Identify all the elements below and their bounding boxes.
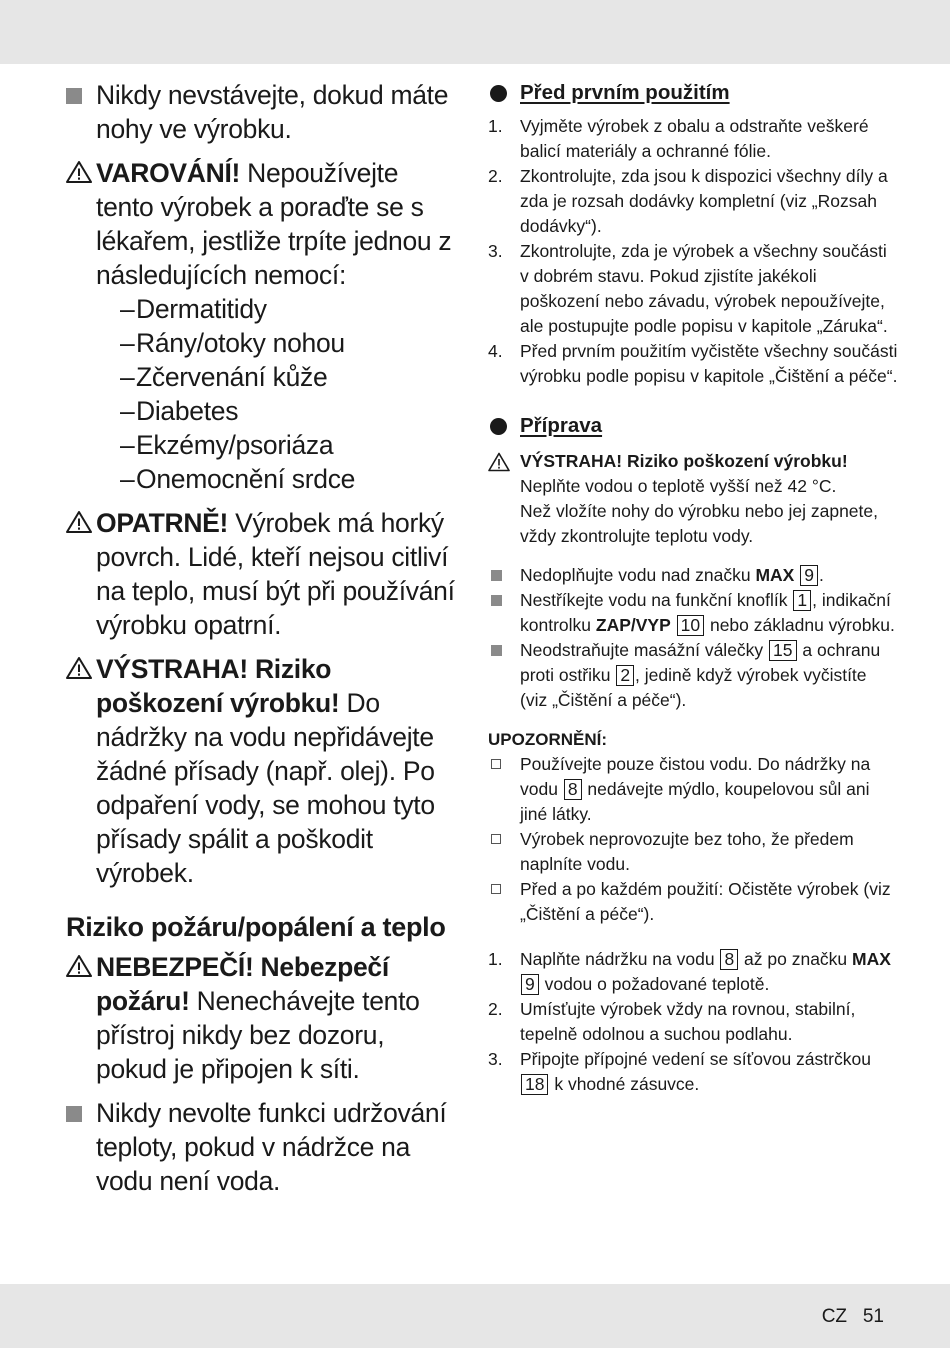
warning-line: Neplňte vodou o teplotě vyšší než 42 °C.	[520, 476, 837, 496]
step-number: 1.	[488, 949, 503, 969]
heading-text: Před prvním použitím	[520, 81, 730, 104]
square-bullet-icon	[491, 645, 502, 656]
bullet-text: Nikdy nevolte funkci udržování teploty, pokud v nádržce na vodu není voda.	[96, 1098, 447, 1196]
bullet-list	[488, 563, 898, 713]
step-number: 3.	[488, 241, 503, 261]
note-list	[488, 752, 898, 927]
list-item	[488, 997, 898, 1047]
ref-number: 18	[521, 1074, 548, 1095]
step-number: 2.	[488, 999, 503, 1019]
caution-label: OPATRNĚ!	[96, 508, 229, 538]
bullet-item	[66, 78, 460, 146]
ref-number: 2	[616, 665, 634, 686]
text: Neodstraňujte masážní válečky	[520, 640, 769, 660]
step-text: Vyjměte výrobek z obalu a odstraňte veškeré balicí materiály a ochranné fólie.	[520, 116, 869, 161]
checkbox-bullet-icon	[491, 834, 501, 844]
warning-label: VAROVÁNÍ!	[96, 158, 241, 188]
text: Před a po každém použití: Očistěte výrobek (viz „Čištění a péče“).	[520, 879, 891, 924]
warning-triangle-icon	[66, 950, 92, 986]
text: a ochranu proti ostřiku	[520, 640, 881, 685]
step-text: Zkontrolujte, zda je výrobek a všechny součásti v dobrém stavu. Pokud zjistíte jakékoli poškození nebo závadu, výrobek nepoužívejte, ale postupujte podle popisu v kapitole „Záruka“.	[520, 241, 888, 336]
caution-text: Výrobek má horký povrch. Lidé, kteří nejsou citliví na teplo, musí být při používání výrobku opatrní.	[96, 508, 455, 640]
ref-number: 15	[769, 640, 796, 661]
danger-text: Nenechávejte tento přístroj nikdy bez dozoru, pokud je připojen k síti.	[96, 986, 420, 1084]
top-band	[0, 0, 950, 64]
text: Připojte přípojné vedení se síťovou zástrčkou	[520, 1049, 871, 1069]
warning-block	[66, 156, 460, 496]
square-bullet-icon	[66, 1096, 82, 1130]
list-item	[488, 752, 898, 827]
note-heading: UPOZORNĚNÍ:	[488, 730, 607, 749]
warning-label: VÝSTRAHA! Riziko poškození výrobku!	[520, 451, 848, 471]
step-text: Před prvním použitím vyčistěte všechny součásti výrobku podle popisu v kapitole „Čištění a péče“.	[520, 341, 898, 386]
list-item	[488, 114, 898, 164]
disease-list	[96, 292, 460, 496]
bullet-item	[66, 1096, 460, 1198]
warning-line: Než vložíte nohy do výrobku nebo jej zapnete, vždy zkontrolujte teplotu vody.	[520, 501, 878, 546]
square-bullet-icon	[491, 595, 502, 606]
checkbox-bullet-icon	[491, 759, 501, 769]
ref-number: 9	[521, 974, 539, 995]
max-label: MAX	[852, 949, 891, 969]
damage-warning	[488, 449, 898, 549]
list-item	[488, 588, 898, 638]
left-column	[66, 78, 460, 1198]
caution-block	[66, 506, 460, 642]
text: .	[818, 565, 824, 585]
warning-text: Nepoužívejte tento výrobek a poraďte se s lékařem, jestliže trpíte jednou z následujících nemocí:	[96, 158, 452, 290]
bullet-dot-icon	[490, 85, 507, 102]
text: Umísťujte výrobek vždy na rovnou, stabilní, tepelně odolnou a suchou podlahu.	[520, 999, 856, 1044]
damage-warning-text: Do nádržky na vodu nepřidávejte žádné přísady (např. olej). Po odpaření vody, se mohou tyto přísady spálit a poškodit výrobek.	[96, 688, 435, 888]
list-item: – Onemocnění srdce	[136, 462, 460, 496]
list-item: – Dermatitidy	[136, 292, 460, 326]
bullet-text: Nikdy nevstávejte, dokud máte nohy ve výrobku.	[96, 80, 449, 144]
damage-warning-label: VÝSTRAHA! Riziko poškození výrobku!	[96, 654, 340, 718]
text: Nedoplňujte vodu nad značku	[520, 565, 756, 585]
list-item	[488, 563, 898, 588]
section-heading	[488, 78, 898, 108]
list-item: – Zčervenání kůže	[136, 360, 460, 394]
warning-triangle-icon	[488, 452, 510, 479]
list-item	[488, 947, 898, 997]
max-label: MAX	[755, 565, 795, 585]
text: Nestříkejte vodu na funkční knoflík	[520, 590, 793, 610]
bullet-dot-icon	[490, 418, 507, 435]
page-footer	[822, 1306, 884, 1328]
warning-triangle-icon	[66, 652, 92, 688]
language-code: CZ	[821, 1306, 848, 1327]
ref-number: 1	[793, 590, 811, 611]
text: Používejte pouze čistou vodu. Do nádržky na vodu	[520, 754, 871, 799]
danger-block	[66, 950, 460, 1086]
text: až po značku	[739, 949, 853, 969]
list-item: – Ekzémy/psoriáza	[136, 428, 460, 462]
text: k vhodné zásuvce.	[549, 1074, 700, 1094]
text: , indikační kontrolku	[520, 590, 891, 635]
section-title: Riziko požáru/popálení a teplo	[66, 912, 446, 942]
right-column	[488, 78, 898, 1097]
checkbox-bullet-icon	[491, 884, 501, 894]
list-item: – Rány/otoky nohou	[136, 326, 460, 360]
steps-list	[488, 114, 898, 389]
section-heading	[488, 411, 898, 441]
list-item	[488, 1047, 898, 1097]
zap-vyp-label: ZAP/VYP	[595, 615, 671, 635]
damage-warning-block	[66, 652, 460, 890]
text: , jedině když výrobek vyčistíte (viz „Čištění a péče“).	[520, 665, 867, 710]
text: Naplňte nádržku na vodu	[520, 949, 720, 969]
ref-number: 8	[564, 779, 582, 800]
list-item	[488, 638, 898, 713]
text: nebo základnu výrobku.	[705, 615, 895, 635]
warning-triangle-icon	[66, 506, 92, 542]
step-number: 2.	[488, 166, 503, 186]
square-bullet-icon	[491, 570, 502, 581]
list-item	[488, 164, 898, 239]
danger-label: NEBEZPEČÍ! Nebezpečí požáru!	[96, 952, 389, 1016]
step-text: Zkontrolujte, zda jsou k dispozici všechny díly a zda je rozsah dodávky kompletní (viz „Rozsah dodávky“).	[520, 166, 888, 236]
text: nedávejte mýdlo, koupelovou sůl ani jiné látky.	[520, 779, 870, 824]
list-item	[488, 339, 898, 389]
step-number: 1.	[488, 116, 503, 136]
text: Výrobek neprovozujte bez toho, že předem naplníte vodu.	[520, 829, 854, 874]
list-item: – Diabetes	[136, 394, 460, 428]
list-item	[488, 827, 898, 877]
steps-list	[488, 947, 898, 1097]
step-number: 4.	[488, 341, 503, 361]
list-item	[488, 877, 898, 927]
heading-text: Příprava	[520, 414, 603, 437]
list-item	[488, 239, 898, 339]
ref-number: 8	[720, 949, 738, 970]
text: vodou o požadované teplotě.	[539, 974, 770, 994]
step-number: 3.	[488, 1049, 503, 1069]
ref-number: 10	[677, 615, 704, 636]
bottom-band	[0, 1284, 950, 1348]
warning-triangle-icon	[66, 156, 92, 192]
page-number: 51	[862, 1306, 884, 1327]
square-bullet-icon	[66, 78, 82, 112]
ref-number: 9	[800, 565, 818, 586]
